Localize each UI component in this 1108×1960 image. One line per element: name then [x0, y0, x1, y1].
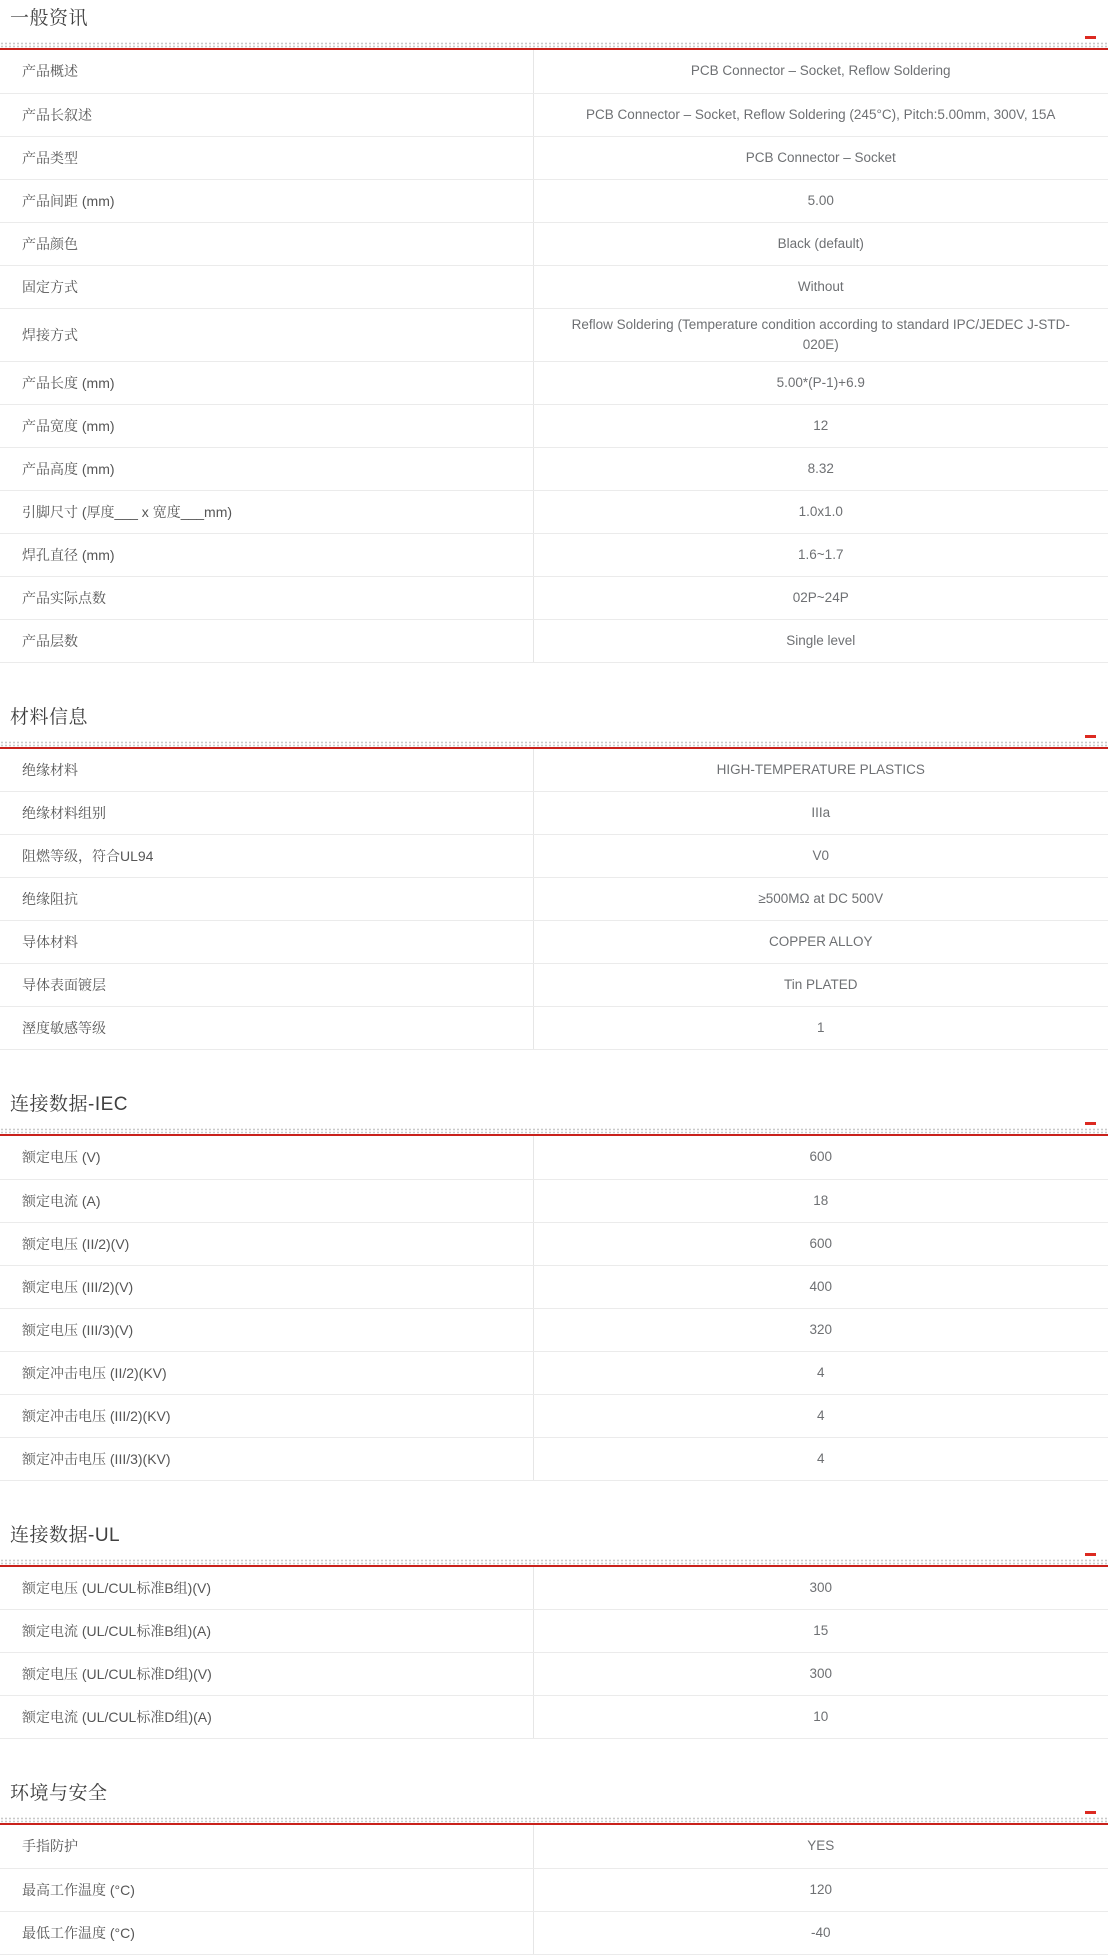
section-title: 材料信息	[10, 706, 89, 728]
spec-row-value: 120	[533, 1868, 1108, 1911]
spec-row-label: 额定电流 (UL/CUL标准B组)(A)	[0, 1610, 533, 1653]
spec-row-value: 4	[533, 1351, 1108, 1394]
spec-row-label: 焊接方式	[0, 308, 533, 361]
spec-row-label: 产品长叙述	[0, 93, 533, 136]
spec-row-value: V0	[533, 835, 1108, 878]
spec-row-label: 最低工作温度 (°C)	[0, 1911, 533, 1954]
section-header	[0, 1094, 1108, 1116]
spec-table-row	[0, 878, 1108, 921]
spec-row-label: 额定电流 (A)	[0, 1179, 533, 1222]
spec-row-value: 12	[533, 404, 1108, 447]
spec-table-row	[0, 179, 1108, 222]
spec-row-value: 400	[533, 1265, 1108, 1308]
spec-row-value: 1.0x1.0	[533, 490, 1108, 533]
spec-table-row	[0, 265, 1108, 308]
spec-row-label: 最高工作温度 (°C)	[0, 1868, 533, 1911]
spec-row-value: PCB Connector – Socket, Reflow Soldering	[533, 50, 1108, 93]
spec-row-label: 产品概述	[0, 50, 533, 93]
spec-table-row	[0, 136, 1108, 179]
spec-table-row	[0, 1394, 1108, 1437]
spec-row-label: 产品层数	[0, 619, 533, 662]
spec-table	[0, 50, 1108, 663]
spec-row-label: 额定电压 (III/3)(V)	[0, 1308, 533, 1351]
spec-table-row	[0, 1308, 1108, 1351]
spec-row-value: 1.6~1.7	[533, 533, 1108, 576]
spec-row-value: 8.32	[533, 447, 1108, 490]
section-header	[0, 8, 1108, 30]
spec-row-value: 5.00	[533, 179, 1108, 222]
spec-table-row	[0, 1696, 1108, 1739]
spec-table-row	[0, 533, 1108, 576]
spec-row-value: 320	[533, 1308, 1108, 1351]
spec-row-value: 600	[533, 1222, 1108, 1265]
spec-table-row	[0, 1265, 1108, 1308]
spec-table-row	[0, 1825, 1108, 1868]
spec-row-label: 额定冲击电压 (III/3)(KV)	[0, 1437, 533, 1480]
spec-table-row	[0, 1911, 1108, 1954]
spec-table	[0, 1567, 1108, 1740]
collapse-minus-icon[interactable]	[1085, 735, 1096, 738]
spec-table	[0, 749, 1108, 1051]
spec-row-value: 5.00*(P-1)+6.9	[533, 361, 1108, 404]
spec-table-row	[0, 921, 1108, 964]
spec-row-value: Without	[533, 265, 1108, 308]
spec-row-label: 导体表面镀层	[0, 964, 533, 1007]
spec-table-row	[0, 792, 1108, 835]
spec-table-row	[0, 447, 1108, 490]
spec-section	[0, 1783, 1108, 1955]
spec-row-label: 导体材料	[0, 921, 533, 964]
spec-row-value: -40	[533, 1911, 1108, 1954]
spec-row-value: 02P~24P	[533, 576, 1108, 619]
spec-row-value: 1	[533, 1007, 1108, 1050]
spec-section	[0, 707, 1108, 1051]
spec-table-row	[0, 490, 1108, 533]
spec-table-row	[0, 1136, 1108, 1179]
spec-row-value: 600	[533, 1136, 1108, 1179]
spec-row-value: ≥500MΩ at DC 500V	[533, 878, 1108, 921]
spec-table-row	[0, 576, 1108, 619]
collapse-minus-icon[interactable]	[1085, 1811, 1096, 1814]
spec-row-label: 焊孔直径 (mm)	[0, 533, 533, 576]
spec-sections-container	[0, 8, 1108, 1955]
spec-row-label: 产品类型	[0, 136, 533, 179]
spec-section	[0, 8, 1108, 663]
spec-row-value: 18	[533, 1179, 1108, 1222]
spec-row-value: PCB Connector – Socket	[533, 136, 1108, 179]
spec-table-row	[0, 1868, 1108, 1911]
collapse-minus-icon[interactable]	[1085, 36, 1096, 39]
spec-table-row	[0, 361, 1108, 404]
spec-table	[0, 1136, 1108, 1481]
spec-row-value: 300	[533, 1567, 1108, 1610]
spec-table-row	[0, 1222, 1108, 1265]
spec-row-value: COPPER ALLOY	[533, 921, 1108, 964]
spec-table-row	[0, 93, 1108, 136]
spec-table-row	[0, 619, 1108, 662]
spec-section	[0, 1094, 1108, 1481]
spec-row-value: 300	[533, 1653, 1108, 1696]
spec-row-value: IIIa	[533, 792, 1108, 835]
spec-table-row	[0, 964, 1108, 1007]
spec-table-row	[0, 1007, 1108, 1050]
spec-row-value: PCB Connector – Socket, Reflow Soldering (245°C), Pitch:5.00mm, 300V, 15A	[533, 93, 1108, 136]
spec-table-row	[0, 1653, 1108, 1696]
spec-table-row	[0, 1179, 1108, 1222]
section-title: 一般资讯	[10, 8, 89, 29]
spec-row-label: 额定电流 (UL/CUL标准D组)(A)	[0, 1696, 533, 1739]
spec-row-label: 额定电压 (II/2)(V)	[0, 1222, 533, 1265]
section-title: 连接数据-UL	[10, 1524, 121, 1546]
section-title: 连接数据-IEC	[10, 1094, 129, 1115]
spec-table-row	[0, 1610, 1108, 1653]
spec-row-label: 绝缘材料组别	[0, 792, 533, 835]
spec-row-label: 固定方式	[0, 265, 533, 308]
spec-row-label: 额定冲击电压 (II/2)(KV)	[0, 1351, 533, 1394]
spec-table-row	[0, 50, 1108, 93]
spec-row-label: 产品长度 (mm)	[0, 361, 533, 404]
spec-row-label: 溼度敏感等级	[0, 1007, 533, 1050]
collapse-minus-icon[interactable]	[1085, 1122, 1096, 1125]
spec-row-label: 产品宽度 (mm)	[0, 404, 533, 447]
spec-table-row	[0, 308, 1108, 361]
spec-row-label: 阻燃等级，符合UL94	[0, 835, 533, 878]
spec-row-label: 产品高度 (mm)	[0, 447, 533, 490]
spec-table-row	[0, 404, 1108, 447]
spec-row-value: HIGH-TEMPERATURE PLASTICS	[533, 749, 1108, 792]
spec-table-row	[0, 222, 1108, 265]
spec-row-value: 10	[533, 1696, 1108, 1739]
spec-row-value: Reflow Soldering (Temperature condition according to standard IPC/JEDEC J-STD-020E)	[533, 308, 1108, 361]
spec-table-row	[0, 749, 1108, 792]
spec-row-label: 引脚尺寸 (厚度___ x 宽度___mm)	[0, 490, 533, 533]
spec-table-row	[0, 835, 1108, 878]
spec-row-value: 15	[533, 1610, 1108, 1653]
spec-table-row	[0, 1351, 1108, 1394]
spec-table-row	[0, 1437, 1108, 1480]
spec-row-label: 绝缘阻抗	[0, 878, 533, 921]
spec-row-label: 额定电压 (UL/CUL标准D组)(V)	[0, 1653, 533, 1696]
spec-table-row	[0, 1567, 1108, 1610]
spec-table	[0, 1825, 1108, 1955]
spec-row-value: Single level	[533, 619, 1108, 662]
section-header	[0, 1525, 1108, 1547]
section-header	[0, 707, 1108, 729]
spec-row-value: Black (default)	[533, 222, 1108, 265]
section-title: 环境与安全	[10, 1783, 108, 1804]
spec-row-value: Tin PLATED	[533, 964, 1108, 1007]
spec-section	[0, 1525, 1108, 1740]
spec-row-label: 产品实际点数	[0, 576, 533, 619]
spec-row-label: 产品间距 (mm)	[0, 179, 533, 222]
spec-row-value: YES	[533, 1825, 1108, 1868]
spec-row-label: 手指防护	[0, 1825, 533, 1868]
spec-row-label: 绝缘材料	[0, 749, 533, 792]
spec-row-label: 额定冲击电压 (III/2)(KV)	[0, 1394, 533, 1437]
spec-row-label: 额定电压 (UL/CUL标准B组)(V)	[0, 1567, 533, 1610]
spec-row-label: 额定电压 (III/2)(V)	[0, 1265, 533, 1308]
section-header	[0, 1783, 1108, 1805]
spec-row-label: 额定电压 (V)	[0, 1136, 533, 1179]
spec-row-label: 产品颜色	[0, 222, 533, 265]
spec-row-value: 4	[533, 1437, 1108, 1480]
spec-row-value: 4	[533, 1394, 1108, 1437]
collapse-minus-icon[interactable]	[1085, 1553, 1096, 1556]
